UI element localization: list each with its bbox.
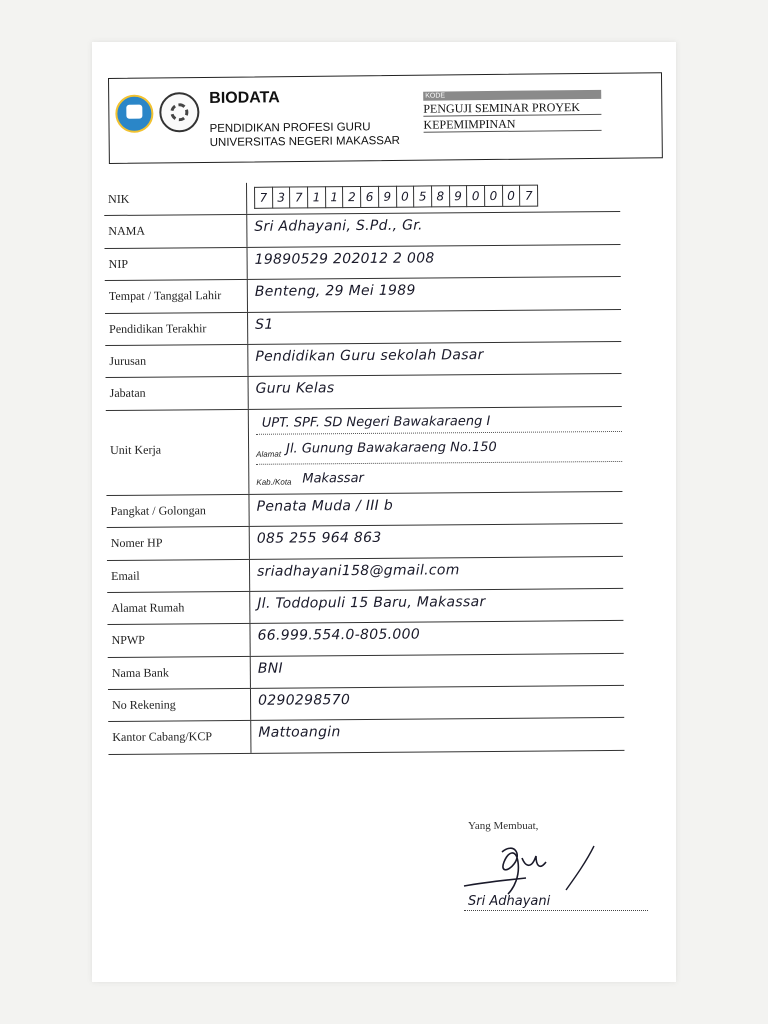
label-bank: Nama Bank (111, 665, 169, 680)
document-subtitle (209, 120, 400, 150)
label-alamat-rumah: Alamat Rumah (111, 600, 185, 615)
label-email: Email (111, 568, 140, 583)
value-alamat-sekolah: Jl. Gunung Bawakaraeng No.150 (286, 439, 497, 457)
signature-dotted-line (464, 910, 648, 911)
nik-digit: 9 (378, 186, 396, 208)
row-npwp (107, 621, 623, 657)
label-hp: Nomer HP (110, 535, 163, 551)
value-jurusan: Pendidikan Guru sekolah Dasar (255, 346, 484, 365)
row-jabatan (106, 374, 622, 410)
label-kab-kota: Kab./Kota (256, 477, 292, 487)
row-nip (105, 245, 621, 281)
label-npwp: NPWP (111, 632, 145, 648)
nik-digit: 9 (449, 185, 467, 207)
label-nip: NIP (108, 256, 129, 271)
value-nip: 19890529 202012 2 008 (254, 250, 435, 268)
value-alamat-rumah: Jl. Toddopuli 15 Baru, Makassar (257, 593, 486, 612)
row-kcp (108, 718, 624, 754)
nik-digit: 1 (325, 186, 343, 208)
label-pangkat: Pangkat / Golongan (110, 502, 206, 518)
nik-digit: 2 (342, 186, 360, 208)
row-unit-kerja (106, 407, 623, 496)
document-title: BIODATA (209, 89, 280, 107)
kode-line-1: PENGUJI SEMINAR PROYEK (423, 99, 601, 117)
row-nama (104, 212, 620, 248)
row-pendidikan (105, 310, 621, 346)
nik-digit-boxes (254, 185, 538, 209)
signature-caption: Yang Membuat, (468, 820, 539, 832)
label-alamat-sekolah: Alamat (256, 449, 282, 459)
nik-digit: 0 (466, 185, 484, 207)
subtitle-line-2: UNIVERSITAS NEGERI MAKASSAR (209, 134, 400, 149)
value-pendidikan: S1 (255, 316, 274, 333)
nik-digit: 0 (484, 185, 502, 207)
signature-area (456, 818, 656, 928)
document-header (108, 72, 663, 164)
biodata-form (104, 180, 624, 755)
row-ttl (105, 277, 621, 313)
label-nama: NAMA (108, 224, 146, 239)
value-unit-kerja: UPT. SPF. SD Negeri Bawakaraeng I (261, 413, 491, 431)
label-ttl: Tempat / Tanggal Lahir (108, 288, 222, 304)
nik-digit: 7 (254, 187, 272, 209)
row-alamat-rumah (107, 589, 623, 625)
value-pangkat: Penata Muda / III b (256, 497, 394, 515)
kode-box (423, 90, 602, 142)
kode-line-2: KEPEMIMPINAN (423, 115, 601, 133)
subtitle-line-1: PENDIDIKAN PROFESI GURU (209, 121, 371, 135)
row-hp (107, 524, 623, 560)
nik-digit: 0 (502, 185, 520, 207)
tut-wuri-handayani-logo-icon (115, 95, 153, 133)
value-kab-kota: Makassar (302, 470, 364, 487)
row-nik (104, 180, 620, 216)
label-unit-kerja: Unit Kerja (110, 442, 162, 457)
nik-digit: 7 (289, 186, 307, 208)
value-email: sriadhayani158@gmail.com (256, 561, 460, 580)
row-email (107, 556, 623, 592)
nik-digit: 5 (413, 185, 431, 207)
label-jurusan: Jurusan (109, 353, 147, 368)
label-rekening: No Rekening (112, 697, 176, 713)
value-bank: BNI (257, 660, 283, 677)
label-nik: NIK (108, 191, 130, 206)
value-nama: Sri Adhayani, S.Pd., Gr. (254, 217, 423, 236)
value-ttl: Benteng, 29 Mei 1989 (254, 282, 416, 300)
nik-digit: 8 (431, 185, 449, 207)
label-jabatan: Jabatan (109, 386, 146, 401)
value-rekening: 0290298570 (258, 692, 351, 709)
nik-digit: 0 (396, 186, 414, 208)
value-npwp: 66.999.554.0-805.000 (257, 626, 421, 645)
row-jurusan (105, 342, 621, 378)
nik-digit: 3 (272, 187, 290, 209)
nik-digit: 1 (307, 186, 325, 208)
row-bank (108, 654, 624, 690)
row-pangkat (106, 492, 622, 528)
label-kcp: Kantor Cabang/KCP (112, 729, 213, 745)
handwritten-signature-icon (456, 832, 646, 902)
unm-seal-logo-icon (159, 92, 199, 132)
nik-digit: 7 (519, 185, 538, 207)
nik-digit: 6 (360, 186, 378, 208)
row-rekening (108, 686, 624, 722)
value-jabatan: Guru Kelas (255, 380, 335, 398)
value-hp: 085 255 964 863 (256, 529, 382, 547)
value-kcp: Mattoangin (258, 724, 341, 742)
kode-label: KODE (423, 90, 601, 101)
signature-name: Sri Adhayani (468, 894, 551, 909)
label-pendidikan: Pendidikan Terakhir (109, 320, 207, 336)
